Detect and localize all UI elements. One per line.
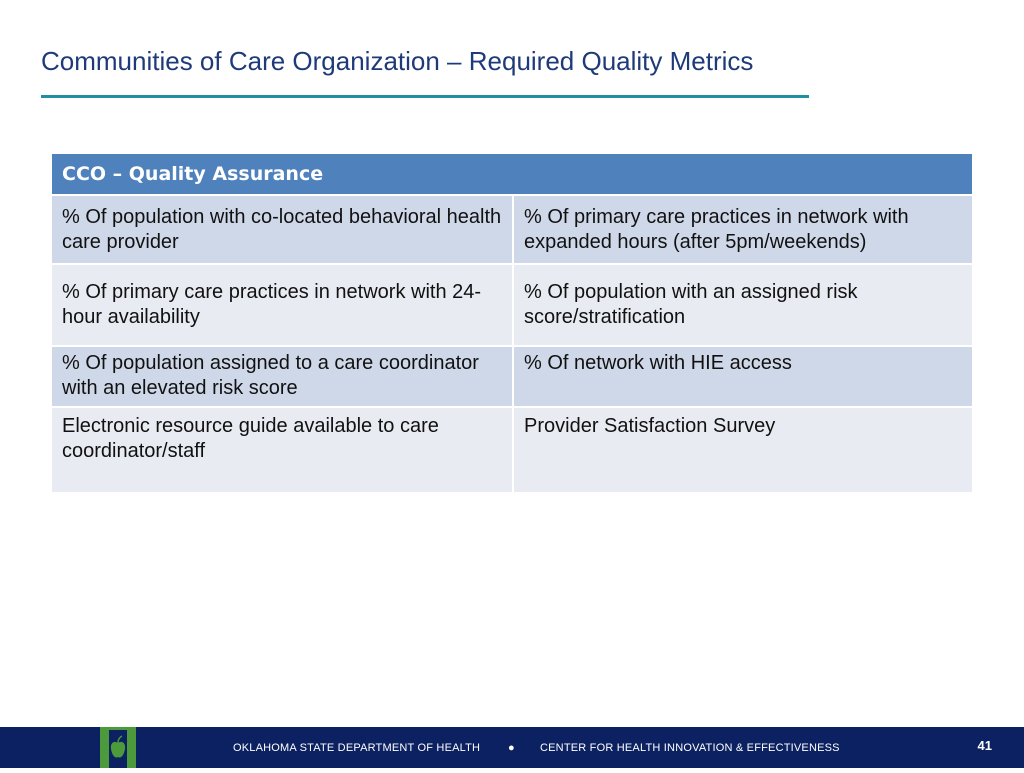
table-cell: % Of population with an assigned risk score/stratification [512, 265, 972, 345]
metrics-table [52, 154, 972, 492]
footer-org-text: OKLAHOMA STATE DEPARTMENT OF HEALTH [233, 742, 481, 754]
table-cell: % Of population with co-located behavioral health care provider [52, 196, 512, 263]
table-cell: Electronic resource guide available to care coordinator/staff [52, 408, 512, 492]
table-cell: % Of primary care practices in network with expanded hours (after 5pm/weekends) [512, 196, 972, 263]
table-row [52, 345, 972, 406]
table-cell: % Of network with HIE access [512, 347, 972, 406]
table-row [52, 406, 972, 492]
footer-bar [0, 727, 1024, 768]
table-cell: % Of population assigned to a care coordinator with an elevated risk score [52, 347, 512, 406]
table-cell: % Of primary care practices in network with 24-hour availability [52, 265, 512, 345]
table-row [52, 194, 972, 263]
footer-center-text: CENTER FOR HEALTH INNOVATION & EFFECTIVENESS [540, 742, 840, 754]
slide-title: Communities of Care Organization – Required Quality Metrics [41, 46, 754, 76]
footer-separator: ● [508, 742, 515, 754]
table-header: CCO – Quality Assurance [52, 154, 972, 194]
table-cell: Provider Satisfaction Survey [512, 408, 972, 492]
table-row [52, 263, 972, 345]
oklahoma-state-apple-logo-icon [100, 727, 136, 768]
title-rule [41, 95, 809, 98]
page-number: 41 [977, 738, 992, 753]
